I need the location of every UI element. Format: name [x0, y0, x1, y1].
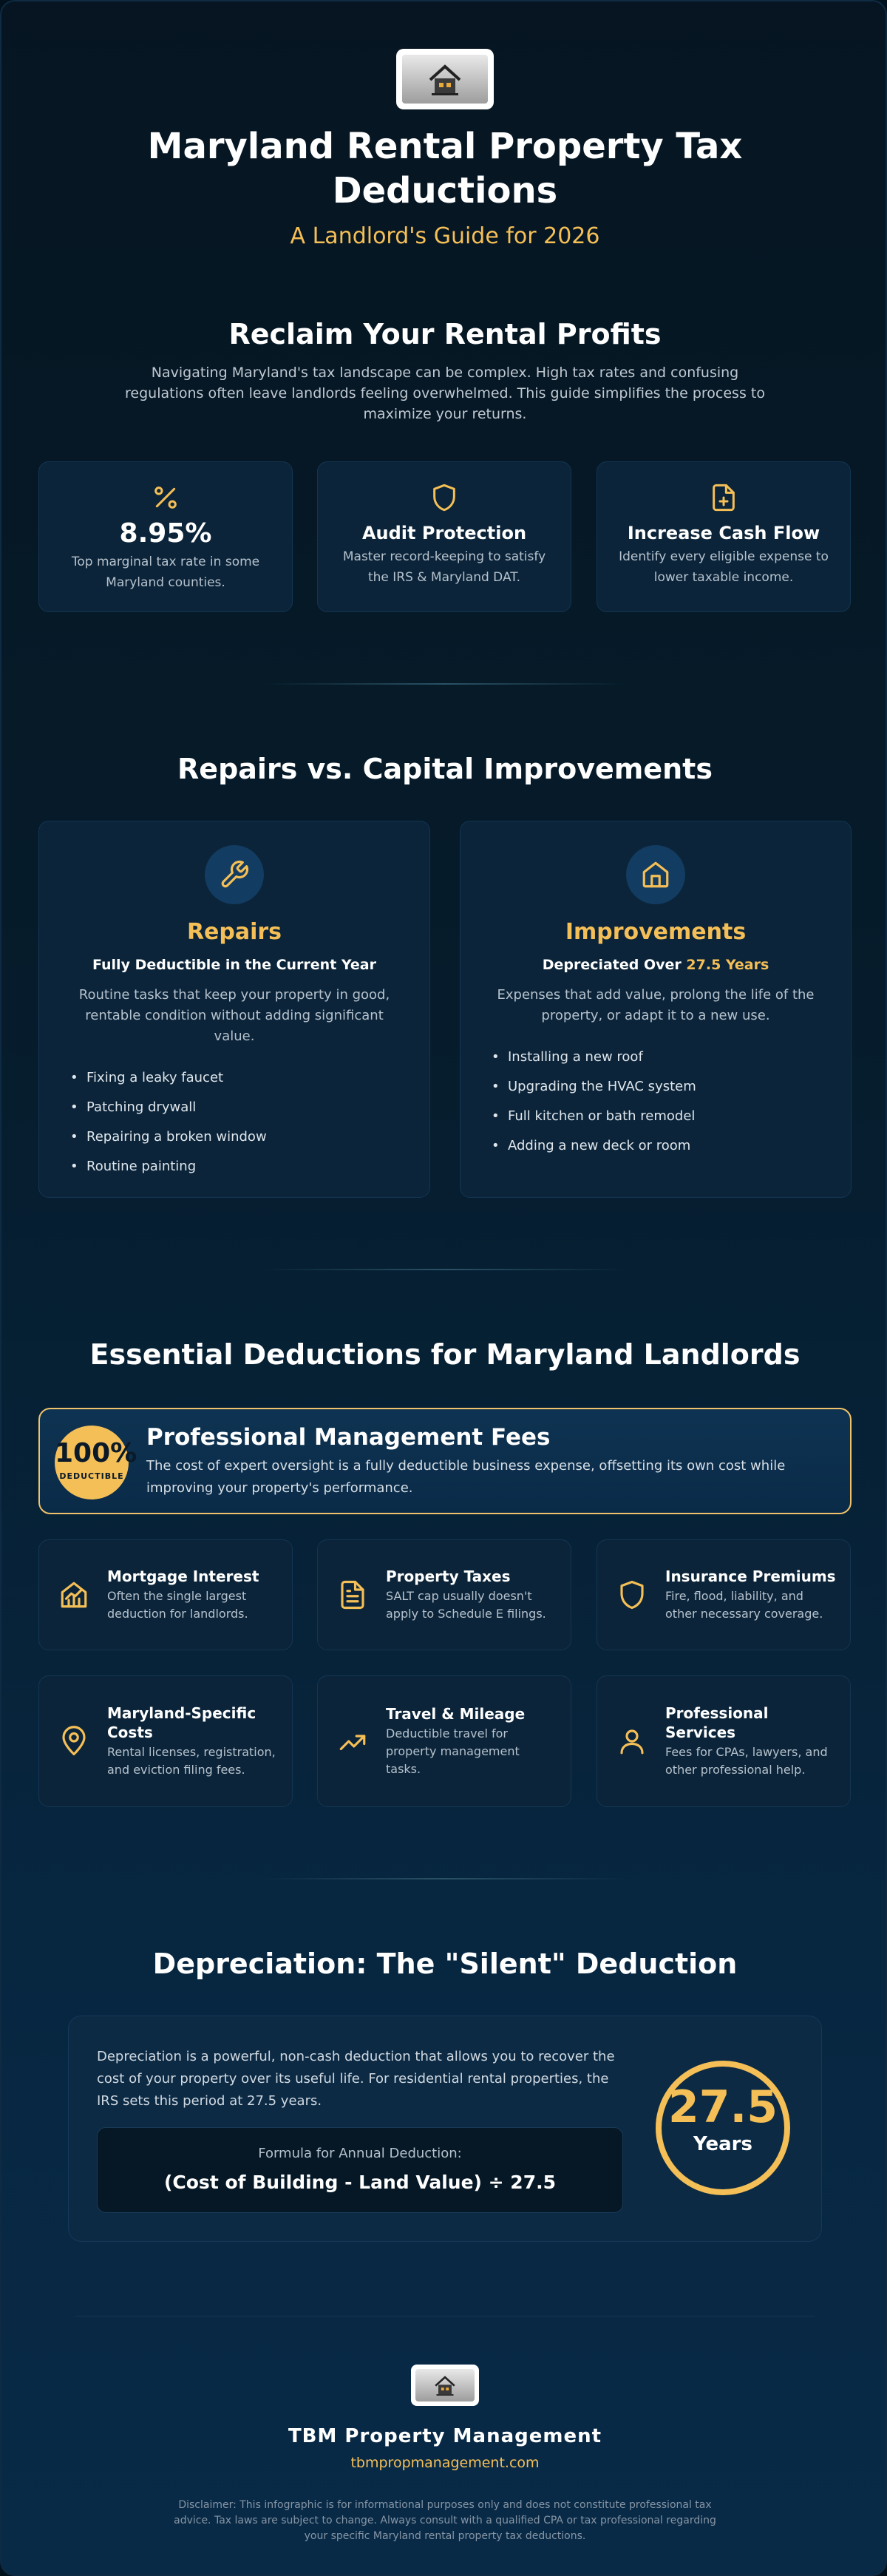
improvements-subtitle-prefix: Depreciated Over: [542, 957, 687, 973]
company-name: TBM Property Management: [288, 2425, 602, 2447]
years-number: 27.5: [667, 2081, 778, 2133]
depreciation-text: Depreciation is a powerful, non-cash deduction that allows you to recover the cost of your property over its useful life. For residential rental properties, the IRS sets this period at 27.5 years.: [97, 2049, 615, 2109]
page-subtitle: A Landlord's Guide for 2026: [290, 223, 600, 249]
list-item: • Routine painting: [64, 1152, 404, 1182]
list-item: • Installing a new roof: [486, 1043, 826, 1072]
stat-card-audit: [317, 461, 571, 612]
list-item: • Fixing a leaky faucet: [64, 1063, 404, 1093]
repairs-card: [38, 821, 430, 1198]
deduction-card-maryland-costs: [38, 1675, 293, 1807]
improvements-desc: Expenses that add value, prolong the life of the property, or adapt it to a new use.: [497, 987, 815, 1023]
deduction-card-mortgage: [38, 1539, 293, 1650]
map-pin-icon: [58, 1726, 89, 1757]
deduction-desc: Fees for CPAs, lawyers, and other professional help.: [665, 1745, 828, 1777]
list-item: • Adding a new deck or room: [486, 1131, 826, 1161]
deduction-desc: Fire, flood, liability, and other necessary coverage.: [665, 1589, 823, 1621]
deduction-title: Travel & Mileage: [386, 1705, 526, 1723]
deduction-card-property-taxes: [317, 1539, 571, 1650]
repairs-icon-circle: [205, 845, 264, 904]
deduction-desc: SALT cap usually doesn't apply to Schedule E filings.: [386, 1589, 546, 1621]
deduction-card-professional-services: [597, 1675, 851, 1807]
repairs-title: Repairs: [186, 919, 282, 945]
intro-title: Reclaim Your Rental Profits: [228, 318, 662, 350]
improvements-icon-circle: [626, 845, 685, 904]
company-logo: [396, 49, 494, 109]
deduction-desc: Rental licenses, registration, and eviction filing fees.: [107, 1745, 276, 1777]
list-item: • Patching drywall: [64, 1093, 404, 1122]
house-logo-icon: [432, 2373, 458, 2397]
stat-desc: Identify every eligible expense to lower taxable income.: [619, 549, 829, 585]
feature-title: Professional Management Fees: [146, 1424, 551, 1451]
repairs-list: [64, 1063, 404, 1182]
feature-desc: The cost of expert oversight is a fully deductible business expense, offsetting its own cost while improving your property's performance.: [146, 1458, 786, 1496]
improvements-list: [486, 1043, 826, 1161]
depreciation-section-title: Depreciation: The "Silent" Deduction: [152, 1948, 738, 1980]
website-link[interactable]: tbmpropmanagement.com: [350, 2455, 540, 2471]
stat-head: 8.95%: [119, 518, 212, 549]
deductions-section-title: Essential Deductions for Maryland Landlords: [89, 1338, 801, 1371]
deduction-title: Property Taxes: [386, 1567, 511, 1585]
improvements-card: [460, 821, 852, 1198]
list-item: • Repairing a broken window: [64, 1122, 404, 1152]
house-logo-icon: [426, 61, 464, 98]
section-divider: [260, 683, 630, 685]
stat-head: Audit Protection: [361, 523, 527, 543]
deductible-badge: [55, 1426, 137, 1499]
deduction-title: Insurance Premiums: [665, 1567, 836, 1585]
badge-number: 100%: [55, 1438, 137, 1468]
stat-desc: Master record-keeping to satisfy the IRS & Maryland DAT.: [342, 549, 546, 585]
list-item: • Upgrading the HVAC system: [486, 1072, 826, 1102]
repairs-desc: Routine tasks that keep your property in good, rentable condition without adding significant value.: [78, 987, 390, 1044]
feature-management-fees: [38, 1408, 852, 1514]
disclaimer: Disclaimer: This infographic is for informational purposes only and does not constitute professional tax advice. Tax laws are subject to change. Always consult with a qualified CPA or tax professional regarding your specific Maryland rental property tax deductions.: [174, 2499, 716, 2542]
list-item: • Full kitchen or bath remodel: [486, 1102, 826, 1131]
deduction-title: Mortgage Interest: [107, 1567, 259, 1585]
trending-up-icon: [337, 1726, 368, 1757]
years-ring: [656, 2061, 790, 2195]
formula-box: [97, 2127, 623, 2213]
improvements-subtitle-highlight: 27.5 Years: [686, 957, 769, 973]
house-chart-icon: [58, 1579, 89, 1610]
house-icon: [640, 859, 671, 890]
section-divider: [260, 1269, 630, 1270]
deduction-desc: Often the single largest deduction for landlords.: [107, 1589, 248, 1621]
shield-icon: [429, 483, 459, 512]
badge-label: DEDUCTIBLE: [59, 1471, 124, 1481]
page-title: Maryland Rental Property Tax Deductions: [147, 126, 743, 211]
depreciation-card: [68, 2016, 822, 2242]
improvements-subtitle: [486, 957, 826, 973]
deduction-title: Maryland-Specific Costs: [107, 1704, 256, 1741]
deduction-card-insurance: [597, 1539, 851, 1650]
wrench-icon: [219, 859, 250, 890]
years-label: Years: [693, 2133, 752, 2155]
deduction-desc: Deductible travel for property management tasks.: [386, 1726, 520, 1776]
improvements-title: Improvements: [565, 919, 747, 945]
repairs-subtitle: Fully Deductible in the Current Year: [92, 957, 377, 973]
shield-icon: [616, 1579, 648, 1610]
repairs-section-title: Repairs vs. Capital Improvements: [177, 753, 713, 785]
stat-card-cash-flow: [597, 461, 851, 612]
document-icon: [337, 1579, 368, 1610]
stat-head: Increase Cash Flow: [627, 523, 820, 543]
formula-label: Formula for Annual Deduction:: [258, 2146, 462, 2161]
deduction-card-travel: [317, 1675, 571, 1807]
percent-icon: [151, 483, 180, 512]
footer-logo: [411, 2365, 479, 2406]
stat-desc: Top marginal tax rate in some Maryland counties.: [71, 555, 260, 590]
file-plus-icon: [709, 483, 738, 512]
intro-text: Navigating Maryland's tax landscape can be complex. High tax rates and confusing regulations often leave landlords feeling overwhelmed. This guide simplifies the process to maximize your returns.: [125, 365, 765, 422]
formula-value: (Cost of Building - Land Value) ÷ 27.5: [163, 2172, 556, 2193]
deduction-title: Professional Services: [665, 1704, 769, 1741]
stat-card-tax-rate: [38, 461, 293, 612]
section-divider: [260, 1878, 630, 1880]
user-icon: [616, 1726, 648, 1757]
